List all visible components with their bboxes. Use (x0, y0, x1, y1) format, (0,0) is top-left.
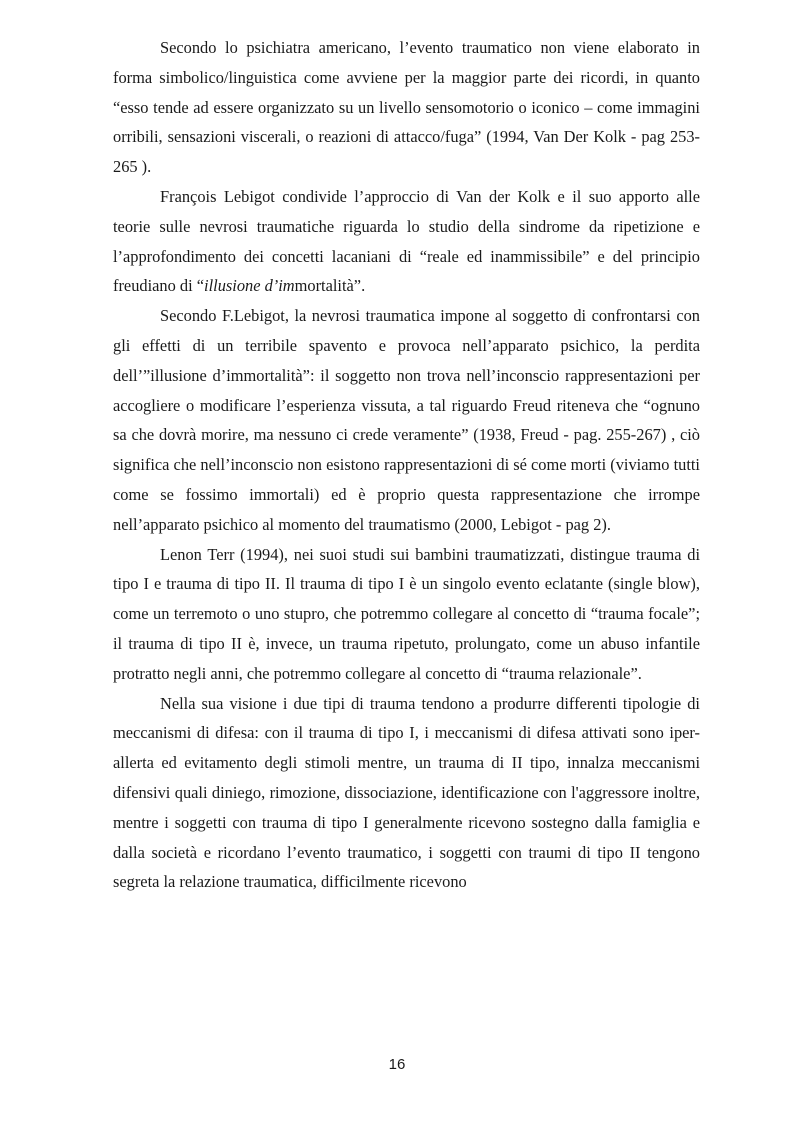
paragraph-lebigot-nevrosi: Secondo F.Lebigot, la nevrosi traumatica impone al soggetto di confrontarsi con gli effetti di un terribile spavento e provoca nell’apparato psichico, la perdita dell’”illusione d’immortalità”: il soggetto non trova nell’inconscio rappresentazioni per accogliere o modificare l’esperienza vissuta, a tal riguardo Freud riteneva che “ognuno sa che dovrà morire, ma nessuno ci crede veramente” (1938, Freud - pag. 255-267) , ciò significa che nell’inconscio non esistono rappresentazioni di sé come morti (viviamo tutti come se fossimo immortali) ed è proprio questa rappresentazione che irrompe nell’apparato psichico al momento del traumatismo (2000, Lebigot - pag 2). (113, 306, 700, 534)
paragraph-lebigot-intro-text: François Lebigot condivide l’approccio di Van der Kolk e il suo apporto alle teorie sulle nevrosi traumatiche riguarda lo studio della sindrome da ripetizione e l’approfondimento dei concetti lacaniani di “reale ed inammissibile” e del principio freudiano di “ (113, 186, 700, 296)
page-number: 16 (388, 1056, 406, 1073)
paragraph-lebigot-intro-italic: illusione d’im (204, 276, 295, 296)
paragraph-van-der-kolk: Secondo lo psichiatra americano, l’evento traumatico non viene elaborato in forma simbolico/linguistica come avviene per la maggior parte dei ricordi, in quanto “esso tende ad essere organizzato su un livello sensomotorio o iconico – come immagini orribili, sensazioni viscerali, o reazioni di attacco/fuga” (1994, Van Der Kolk - pag 253-265 ). (113, 38, 700, 177)
paragraph-terr: Lenon Terr (1994), nei suoi studi sui bambini traumatizzati, distingue trauma di tipo I e trauma di tipo II. Il trauma di tipo I è un singolo evento eclatante (single blow), come un terremoto o uno stupro, che potremmo collegare al concetto di “trauma focale”; il trauma di tipo II è, invece, un trauma ripetuto, prolungato, come un abuso infantile protratto negli anni, che potremmo collegare al concetto di “trauma relazionale”. (113, 544, 700, 683)
paragraph-tipologie-difesa: Nella sua visione i due tipi di trauma tendono a produrre differenti tipologie di meccanismi di difesa: con il trauma di tipo I, i meccanismi di difesa attivati sono iper-allerta ed evitamento degli stimoli mentre, un trauma di II tipo, innalza meccanismi difensivi quali diniego, rimozione, dissociazione, identificazione con l'aggressore inoltre, mentre i soggetti con trauma di tipo I generalmente ricevono sostegno dalla famiglia e dalla società e ricordano l’evento traumatico, i soggetti con traumi di tipo II tengono segreta la relazione traumatica, difficilmente ricevono (113, 693, 700, 892)
paragraph-lebigot-intro-end: mortalità”. (294, 276, 366, 296)
paragraph-lebigot-intro (113, 182, 700, 301)
document-body (113, 33, 700, 897)
